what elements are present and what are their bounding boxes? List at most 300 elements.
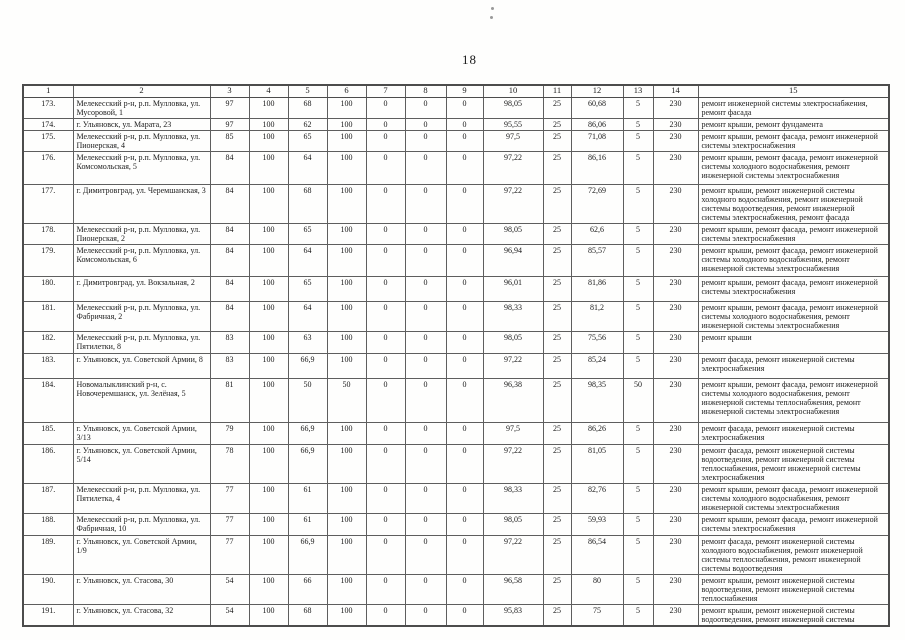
cell-address: г. Димитровград, ул. Вокзальная, 2 (73, 277, 210, 302)
cell-col-8: 0 (405, 98, 446, 119)
column-header-2: 2 (73, 85, 210, 98)
cell-col-5: 61 (288, 513, 327, 535)
cell-col-3: 81 (210, 378, 249, 422)
cell-col-14: 230 (653, 131, 698, 152)
cell-col-12: 86,06 (571, 119, 623, 131)
cell-col-4: 100 (249, 422, 288, 444)
cell-col-14: 230 (653, 353, 698, 378)
cell-repair-types: ремонт крыши, ремонт инженерной системы водоотведения, ремонт инженерной системы (698, 604, 889, 626)
table-row (23, 131, 889, 152)
cell-col-7: 0 (366, 378, 405, 422)
cell-col-14: 230 (653, 245, 698, 277)
table-row (23, 98, 889, 119)
cell-col-5: 68 (288, 604, 327, 626)
cell-col-10: 97,22 (483, 353, 543, 378)
cell-row-number: 186. (23, 444, 73, 483)
scan-speck (490, 16, 493, 19)
cell-col-7: 0 (366, 302, 405, 332)
cell-repair-types: ремонт инженерной системы электроснабжения, ремонт фасада (698, 98, 889, 119)
column-header-11: 11 (543, 85, 571, 98)
cell-repair-types: ремонт крыши, ремонт фундамента (698, 119, 889, 131)
cell-col-10: 95,83 (483, 604, 543, 626)
cell-repair-types: ремонт крыши, ремонт фасада, ремонт инженерной системы холодного водоснабжения, ремонт инженерной системы электроснабжения (698, 152, 889, 185)
cell-col-8: 0 (405, 302, 446, 332)
cell-col-8: 0 (405, 152, 446, 185)
cell-col-14: 230 (653, 152, 698, 185)
cell-col-13: 5 (623, 444, 653, 483)
cell-col-5: 65 (288, 131, 327, 152)
column-header-7: 7 (366, 85, 405, 98)
cell-col-9: 0 (446, 535, 483, 574)
cell-col-4: 100 (249, 332, 288, 353)
cell-col-6: 100 (327, 332, 366, 353)
cell-col-7: 0 (366, 224, 405, 245)
cell-col-13: 5 (623, 119, 653, 131)
cell-col-8: 0 (405, 604, 446, 626)
column-header-10: 10 (483, 85, 543, 98)
column-header-13: 13 (623, 85, 653, 98)
cell-col-12: 62,6 (571, 224, 623, 245)
cell-col-4: 100 (249, 535, 288, 574)
cell-col-7: 0 (366, 98, 405, 119)
cell-col-14: 230 (653, 332, 698, 353)
cell-col-6: 100 (327, 119, 366, 131)
cell-col-14: 230 (653, 378, 698, 422)
cell-col-3: 84 (210, 224, 249, 245)
cell-col-6: 100 (327, 574, 366, 604)
cell-col-5: 66,9 (288, 535, 327, 574)
cell-col-8: 0 (405, 513, 446, 535)
cell-col-12: 86,54 (571, 535, 623, 574)
cell-col-14: 230 (653, 185, 698, 224)
column-header-12: 12 (571, 85, 623, 98)
cell-address: Мелекесский р-н, р.п. Мулловка, ул. Комсомольская, 5 (73, 152, 210, 185)
cell-col-7: 0 (366, 513, 405, 535)
cell-col-9: 0 (446, 513, 483, 535)
cell-col-10: 97,22 (483, 185, 543, 224)
cell-col-6: 100 (327, 422, 366, 444)
cell-col-11: 25 (543, 302, 571, 332)
cell-col-11: 25 (543, 535, 571, 574)
cell-address: Мелекесский р-н, р.п. Мулловка, ул. Пионерская, 4 (73, 131, 210, 152)
cell-col-5: 50 (288, 378, 327, 422)
cell-col-12: 81,05 (571, 444, 623, 483)
cell-col-13: 5 (623, 185, 653, 224)
cell-col-11: 25 (543, 119, 571, 131)
cell-address: Мелекесский р-н, р.п. Мулловка, ул. Фабричная, 10 (73, 513, 210, 535)
cell-col-12: 60,68 (571, 98, 623, 119)
cell-address: г. Ульяновск, ул. Советской Армии, 1/9 (73, 535, 210, 574)
cell-col-5: 64 (288, 152, 327, 185)
cell-col-3: 54 (210, 574, 249, 604)
cell-col-4: 100 (249, 119, 288, 131)
cell-col-4: 100 (249, 302, 288, 332)
cell-col-8: 0 (405, 422, 446, 444)
cell-col-6: 100 (327, 98, 366, 119)
cell-col-4: 100 (249, 444, 288, 483)
column-header-4: 4 (249, 85, 288, 98)
cell-col-9: 0 (446, 574, 483, 604)
table-row (23, 224, 889, 245)
cell-col-3: 97 (210, 119, 249, 131)
cell-col-11: 25 (543, 185, 571, 224)
cell-col-8: 0 (405, 444, 446, 483)
column-header-8: 8 (405, 85, 446, 98)
cell-address: Мелекесский р-н, р.п. Мулловка, ул. Пятилетка, 4 (73, 483, 210, 513)
cell-col-13: 5 (623, 513, 653, 535)
cell-col-6: 100 (327, 224, 366, 245)
cell-col-10: 98,05 (483, 224, 543, 245)
cell-col-12: 82,76 (571, 483, 623, 513)
cell-col-14: 230 (653, 302, 698, 332)
cell-col-4: 100 (249, 378, 288, 422)
cell-col-6: 100 (327, 353, 366, 378)
cell-col-13: 5 (623, 245, 653, 277)
cell-col-11: 25 (543, 378, 571, 422)
cell-col-9: 0 (446, 131, 483, 152)
cell-col-14: 230 (653, 513, 698, 535)
cell-col-4: 100 (249, 152, 288, 185)
table-row (23, 152, 889, 185)
cell-col-8: 0 (405, 353, 446, 378)
cell-col-10: 97,5 (483, 131, 543, 152)
table-row (23, 444, 889, 483)
cell-col-8: 0 (405, 224, 446, 245)
cell-col-4: 100 (249, 277, 288, 302)
cell-address: г. Ульяновск, ул. Стасова, 30 (73, 574, 210, 604)
cell-col-9: 0 (446, 152, 483, 185)
cell-col-13: 5 (623, 535, 653, 574)
cell-col-7: 0 (366, 444, 405, 483)
cell-col-11: 25 (543, 483, 571, 513)
cell-col-10: 96,01 (483, 277, 543, 302)
cell-col-9: 0 (446, 119, 483, 131)
cell-col-14: 230 (653, 535, 698, 574)
cell-col-13: 5 (623, 277, 653, 302)
cell-col-14: 230 (653, 422, 698, 444)
cell-col-6: 100 (327, 152, 366, 185)
cell-col-10: 98,05 (483, 98, 543, 119)
cell-col-3: 84 (210, 277, 249, 302)
cell-col-11: 25 (543, 131, 571, 152)
cell-col-12: 98,35 (571, 378, 623, 422)
cell-col-13: 5 (623, 98, 653, 119)
cell-col-8: 0 (405, 185, 446, 224)
cell-col-3: 77 (210, 513, 249, 535)
cell-repair-types: ремонт крыши, ремонт инженерной системы холодного водоснабжения, ремонт инженерной системы водоотведения, ремонт инженерной системы электроснабжения, ремонт фасада (698, 185, 889, 224)
cell-col-9: 0 (446, 224, 483, 245)
cell-col-13: 5 (623, 131, 653, 152)
cell-col-3: 85 (210, 131, 249, 152)
cell-repair-types: ремонт крыши, ремонт фасада, ремонт инженерной системы холодного водоснабжения, ремонт инженерной системы электроснабжения (698, 245, 889, 277)
cell-repair-types: ремонт крыши, ремонт фасада, ремонт инженерной системы электроснабжения (698, 513, 889, 535)
cell-row-number: 190. (23, 574, 73, 604)
cell-col-12: 59,93 (571, 513, 623, 535)
column-header-3: 3 (210, 85, 249, 98)
cell-col-12: 85,24 (571, 353, 623, 378)
cell-col-7: 0 (366, 131, 405, 152)
cell-col-9: 0 (446, 98, 483, 119)
cell-repair-types: ремонт крыши, ремонт фасада, ремонт инженерной системы электроснабжения (698, 131, 889, 152)
table-row (23, 513, 889, 535)
cell-col-9: 0 (446, 302, 483, 332)
cell-col-6: 100 (327, 483, 366, 513)
cell-col-8: 0 (405, 378, 446, 422)
cell-row-number: 184. (23, 378, 73, 422)
cell-col-13: 5 (623, 302, 653, 332)
cell-col-11: 25 (543, 332, 571, 353)
table-row (23, 185, 889, 224)
cell-repair-types: ремонт фасада, ремонт инженерной системы водоотведения, ремонт инженерной системы теплоснабжения, ремонт инженерной системы электроснабжения (698, 444, 889, 483)
cell-col-11: 25 (543, 98, 571, 119)
cell-col-7: 0 (366, 353, 405, 378)
column-header-6: 6 (327, 85, 366, 98)
cell-col-12: 80 (571, 574, 623, 604)
cell-col-14: 230 (653, 574, 698, 604)
cell-col-6: 100 (327, 277, 366, 302)
cell-col-4: 100 (249, 245, 288, 277)
cell-col-8: 0 (405, 277, 446, 302)
cell-repair-types: ремонт крыши, ремонт фасада, ремонт инженерной системы холодного водоснабжения, ремонт инженерной системы теплоснабжения, ремонт инженерной системы электроснабжения (698, 378, 889, 422)
cell-col-7: 0 (366, 119, 405, 131)
cell-row-number: 177. (23, 185, 73, 224)
cell-address: г. Димитровград, ул. Черемшанская, 3 (73, 185, 210, 224)
cell-col-9: 0 (446, 422, 483, 444)
cell-col-8: 0 (405, 535, 446, 574)
cell-address: г. Ульяновск, ул. Советской Армии, 3/13 (73, 422, 210, 444)
cell-col-14: 230 (653, 444, 698, 483)
column-header-5: 5 (288, 85, 327, 98)
table-row (23, 302, 889, 332)
cell-col-10: 98,05 (483, 332, 543, 353)
cell-col-7: 0 (366, 422, 405, 444)
cell-col-7: 0 (366, 332, 405, 353)
cell-address: г. Ульяновск, ул. Стасова, 32 (73, 604, 210, 626)
cell-col-6: 100 (327, 185, 366, 224)
cell-repair-types: ремонт крыши, ремонт фасада, ремонт инженерной системы электроснабжения (698, 277, 889, 302)
cell-col-10: 96,38 (483, 378, 543, 422)
cell-col-8: 0 (405, 332, 446, 353)
cell-col-13: 5 (623, 604, 653, 626)
cell-col-7: 0 (366, 535, 405, 574)
cell-address: Мелекесский р-н, р.п. Мулловка, ул. Пятилетки, 8 (73, 332, 210, 353)
cell-col-3: 77 (210, 483, 249, 513)
cell-row-number: 188. (23, 513, 73, 535)
cell-col-13: 5 (623, 224, 653, 245)
table-row (23, 119, 889, 131)
cell-col-5: 62 (288, 119, 327, 131)
cell-col-9: 0 (446, 483, 483, 513)
cell-col-3: 84 (210, 302, 249, 332)
cell-row-number: 173. (23, 98, 73, 119)
cell-col-13: 5 (623, 574, 653, 604)
cell-col-3: 84 (210, 185, 249, 224)
cell-col-3: 78 (210, 444, 249, 483)
cell-row-number: 175. (23, 131, 73, 152)
cell-col-5: 63 (288, 332, 327, 353)
cell-repair-types: ремонт фасада, ремонт инженерной системы холодного водоснабжения, ремонт инженерной системы теплоснабжения, ремонт инженерной системы водоотведения (698, 535, 889, 574)
cell-address: г. Ульяновск, ул. Советской Армии, 5/14 (73, 444, 210, 483)
cell-col-5: 65 (288, 277, 327, 302)
cell-col-8: 0 (405, 245, 446, 277)
cell-col-5: 61 (288, 483, 327, 513)
cell-col-11: 25 (543, 444, 571, 483)
cell-col-12: 86,26 (571, 422, 623, 444)
cell-col-6: 100 (327, 302, 366, 332)
cell-col-10: 97,22 (483, 152, 543, 185)
cell-col-6: 100 (327, 444, 366, 483)
cell-row-number: 179. (23, 245, 73, 277)
page-number: 18 (462, 52, 477, 67)
cell-col-5: 64 (288, 245, 327, 277)
cell-col-11: 25 (543, 152, 571, 185)
cell-col-14: 230 (653, 98, 698, 119)
cell-col-9: 0 (446, 332, 483, 353)
table-row (23, 483, 889, 513)
cell-col-12: 71,08 (571, 131, 623, 152)
table-row (23, 378, 889, 422)
cell-col-12: 81,2 (571, 302, 623, 332)
cell-col-7: 0 (366, 152, 405, 185)
cell-col-5: 64 (288, 302, 327, 332)
cell-address: Мелекесский р-н, р.п. Мулловка, ул. Пионерская, 2 (73, 224, 210, 245)
cell-col-8: 0 (405, 131, 446, 152)
column-header-15: 15 (698, 85, 889, 98)
cell-col-8: 0 (405, 483, 446, 513)
cell-row-number: 183. (23, 353, 73, 378)
cell-col-13: 5 (623, 483, 653, 513)
cell-col-6: 100 (327, 535, 366, 574)
scan-speck (491, 7, 494, 10)
cell-col-11: 25 (543, 574, 571, 604)
table-row (23, 277, 889, 302)
cell-row-number: 178. (23, 224, 73, 245)
cell-col-10: 97,22 (483, 444, 543, 483)
table-body (23, 98, 889, 627)
cell-col-14: 230 (653, 119, 698, 131)
cell-address: г. Ульяновск, ул. Марата, 23 (73, 119, 210, 131)
cell-col-12: 81,86 (571, 277, 623, 302)
cell-row-number: 176. (23, 152, 73, 185)
cell-row-number: 191. (23, 604, 73, 626)
cell-col-5: 68 (288, 185, 327, 224)
cell-col-9: 0 (446, 378, 483, 422)
cell-col-9: 0 (446, 277, 483, 302)
cell-col-5: 66,9 (288, 353, 327, 378)
cell-col-6: 100 (327, 245, 366, 277)
cell-col-4: 100 (249, 604, 288, 626)
cell-col-9: 0 (446, 444, 483, 483)
cell-col-4: 100 (249, 131, 288, 152)
cell-repair-types: ремонт крыши, ремонт фасада, ремонт инженерной системы холодного водоснабжения, ремонт инженерной системы электроснабжения (698, 302, 889, 332)
cell-col-13: 5 (623, 152, 653, 185)
cell-row-number: 180. (23, 277, 73, 302)
cell-address: Мелекесский р-н, р.п. Мулловка, ул. Комсомольская, 6 (73, 245, 210, 277)
table-header-row (23, 85, 889, 98)
cell-col-6: 100 (327, 513, 366, 535)
cell-col-4: 100 (249, 353, 288, 378)
cell-col-12: 85,57 (571, 245, 623, 277)
cell-col-14: 230 (653, 224, 698, 245)
cell-col-4: 100 (249, 185, 288, 224)
cell-col-7: 0 (366, 604, 405, 626)
cell-col-3: 84 (210, 245, 249, 277)
cell-col-4: 100 (249, 513, 288, 535)
cell-col-11: 25 (543, 422, 571, 444)
cell-repair-types: ремонт крыши, ремонт инженерной системы водоотведения, ремонт инженерной системы теплоснабжения (698, 574, 889, 604)
cell-col-11: 25 (543, 245, 571, 277)
cell-col-7: 0 (366, 185, 405, 224)
cell-col-10: 97,22 (483, 535, 543, 574)
cell-col-3: 83 (210, 353, 249, 378)
cell-col-5: 65 (288, 224, 327, 245)
cell-address: Мелекесский р-н, р.п. Мулловка, ул. Фабричная, 2 (73, 302, 210, 332)
cell-col-8: 0 (405, 119, 446, 131)
cell-col-11: 25 (543, 353, 571, 378)
cell-col-13: 5 (623, 332, 653, 353)
cell-col-3: 79 (210, 422, 249, 444)
cell-col-8: 0 (405, 574, 446, 604)
cell-col-11: 25 (543, 513, 571, 535)
cell-col-9: 0 (446, 604, 483, 626)
cell-col-12: 86,16 (571, 152, 623, 185)
cell-address: г. Ульяновск, ул. Советской Армии, 8 (73, 353, 210, 378)
cell-row-number: 174. (23, 119, 73, 131)
cell-col-5: 66,9 (288, 422, 327, 444)
table-row (23, 332, 889, 353)
cell-col-11: 25 (543, 224, 571, 245)
cell-repair-types: ремонт фасада, ремонт инженерной системы электроснабжения (698, 353, 889, 378)
table-row (23, 422, 889, 444)
cell-col-10: 95,55 (483, 119, 543, 131)
cell-col-10: 96,94 (483, 245, 543, 277)
cell-row-number: 185. (23, 422, 73, 444)
cell-col-12: 75,56 (571, 332, 623, 353)
cell-col-11: 25 (543, 604, 571, 626)
column-header-9: 9 (446, 85, 483, 98)
cell-repair-types: ремонт крыши (698, 332, 889, 353)
cell-col-10: 98,33 (483, 483, 543, 513)
table-row (23, 245, 889, 277)
cell-col-12: 75 (571, 604, 623, 626)
cell-col-6: 100 (327, 604, 366, 626)
cell-col-13: 5 (623, 353, 653, 378)
cell-col-10: 97,5 (483, 422, 543, 444)
cell-col-10: 96,58 (483, 574, 543, 604)
cell-col-6: 100 (327, 131, 366, 152)
cell-row-number: 189. (23, 535, 73, 574)
cell-col-13: 50 (623, 378, 653, 422)
cell-col-3: 54 (210, 604, 249, 626)
cell-col-7: 0 (366, 245, 405, 277)
cell-col-4: 100 (249, 98, 288, 119)
cell-col-7: 0 (366, 277, 405, 302)
cell-col-6: 50 (327, 378, 366, 422)
column-header-14: 14 (653, 85, 698, 98)
cell-col-9: 0 (446, 185, 483, 224)
repair-program-table (22, 84, 890, 627)
cell-col-14: 230 (653, 604, 698, 626)
cell-col-5: 68 (288, 98, 327, 119)
table-row (23, 574, 889, 604)
cell-col-11: 25 (543, 277, 571, 302)
cell-col-3: 83 (210, 332, 249, 353)
cell-col-10: 98,05 (483, 513, 543, 535)
cell-row-number: 182. (23, 332, 73, 353)
table-row (23, 535, 889, 574)
cell-repair-types: ремонт фасада, ремонт инженерной системы электроснабжения (698, 422, 889, 444)
cell-col-7: 0 (366, 574, 405, 604)
